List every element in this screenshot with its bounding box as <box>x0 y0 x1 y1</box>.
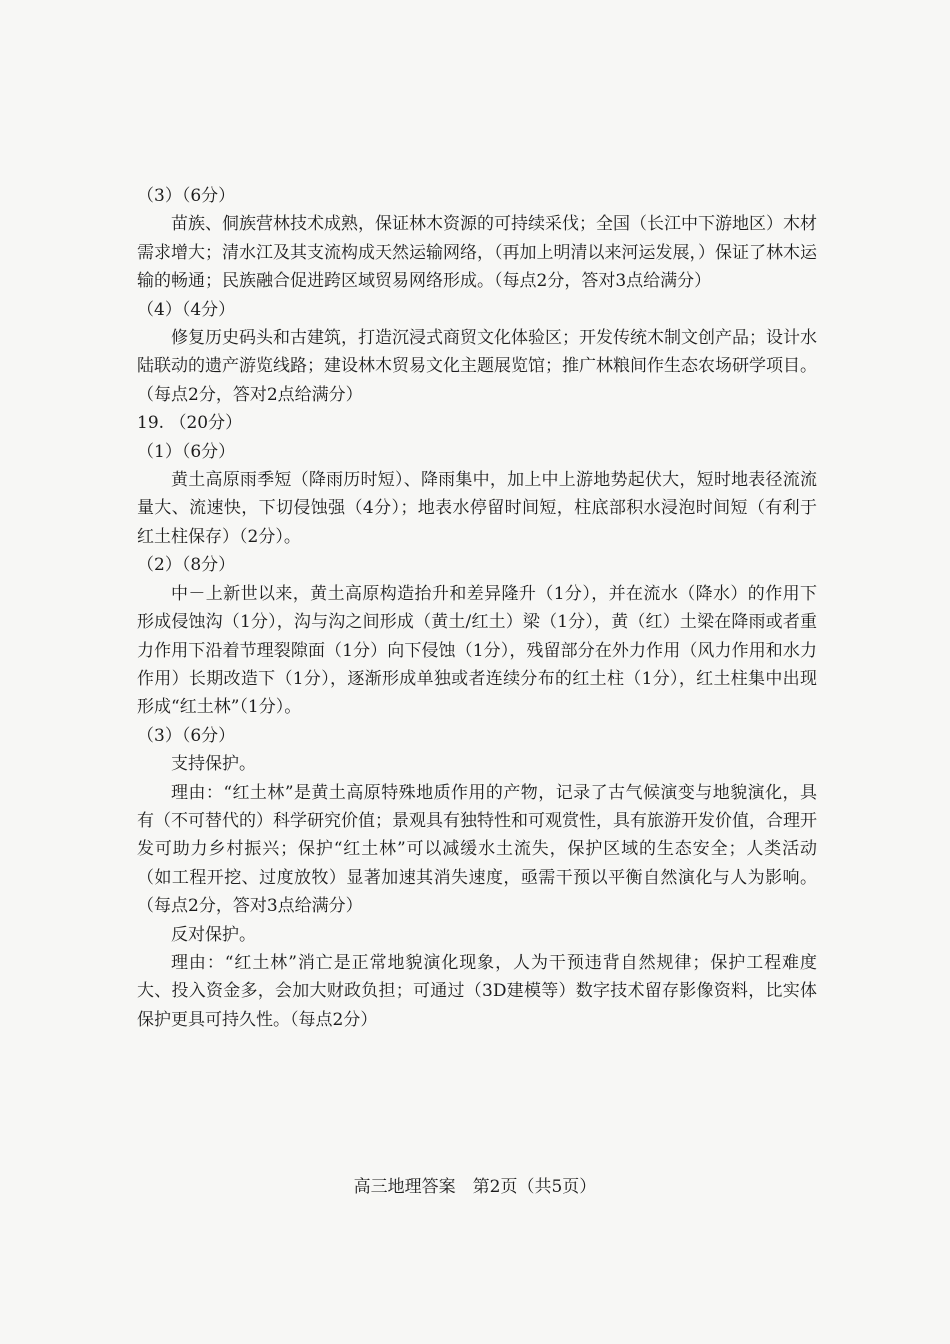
page-footer: 高三地理答案 第2页（共5页） <box>353 1177 597 1197</box>
q18-4-heading: （4）（4分） <box>137 299 236 320</box>
q18-3-answer: 苗族、侗族营林技术成熟，保证林木资源的可持续采伐；全国（长江中下游地区）木材需求增大；清水江及其支流构成天然运输网络，（再加上明清以来河运发展，）保证了林木运输的畅通；民族融合促进跨区域贸易网络形成。（每点2分，答对3点给满分） <box>137 214 817 292</box>
q19-1-heading: （1）（6分） <box>137 441 236 462</box>
q19-heading: 19. （20分） <box>137 413 243 434</box>
q19-3-oppose: 反对保护。 <box>171 924 256 945</box>
q18-4-answer: 修复历史码头和古建筑，打造沉浸式商贸文化体验区；开发传统木制文创产品；设计水陆联动的遗产游览线路；建设林木贸易文化主题展览馆；推广林粮间作生态农场研学项目。（每点2分，答对2点给满分） <box>137 328 817 405</box>
q18-3-heading: （3）（6分） <box>137 186 236 206</box>
q19-3-heading: （3）（6分） <box>137 725 236 746</box>
q19-3-oppose-reason: 理由：“红土林”消亡是正常地貌演化现象，人为干预违背自然规律；保护工程难度大、投入资金多，会加大财政负担；可通过（3D建模等）数字技术留存影像资料，比实体保护更具可持久性。（每点2分） <box>137 952 817 1030</box>
answer-content <box>137 182 817 1034</box>
q19-2-heading: （2）（8分） <box>137 555 236 576</box>
q19-3-support-reason: 理由：“红土林”是黄土高原特殊地质作用的产物，记录了古气候演变与地貌演化，具有（不可替代的）科学研究价值；景观具有独特性和可观赏性，具有旅游开发价值，合理开发可助力乡村振兴；保护“红土林”可以减缓水土流失，保护区域的生态安全；人类活动（如工程开挖、过度放牧）显著加速其消失速度，亟需干预以平衡自然演化与人为影响。（每点2分，答对3点给满分） <box>137 782 817 917</box>
q19-2-answer: 中－上新世以来，黄土高原构造抬升和差异隆升（1分），并在流水（降水）的作用下形成侵蚀沟（1分），沟与沟之间形成（黄土/红土）梁（1分），黄（红）土梁在降雨或者重力作用下沿着节理裂隙面（1分）向下侵蚀（1分），残留部分在外力作用（风力作用和水力作用）长期改造下（1分），逐渐形成单独或者连续分布的红土柱（1分），红土柱集中出现形成“红土林”（1分）。 <box>137 583 817 718</box>
q19-3-support: 支持保护。 <box>171 754 256 775</box>
q19-1-answer: 黄土高原雨季短（降雨历时短）、降雨集中，加上中上游地势起伏大，短时地表径流流量大、流速快，下切侵蚀强（4分）；地表水停留时间短，柱底部积水浸泡时间短（有利于红土柱保存）（2分）。 <box>137 470 817 547</box>
